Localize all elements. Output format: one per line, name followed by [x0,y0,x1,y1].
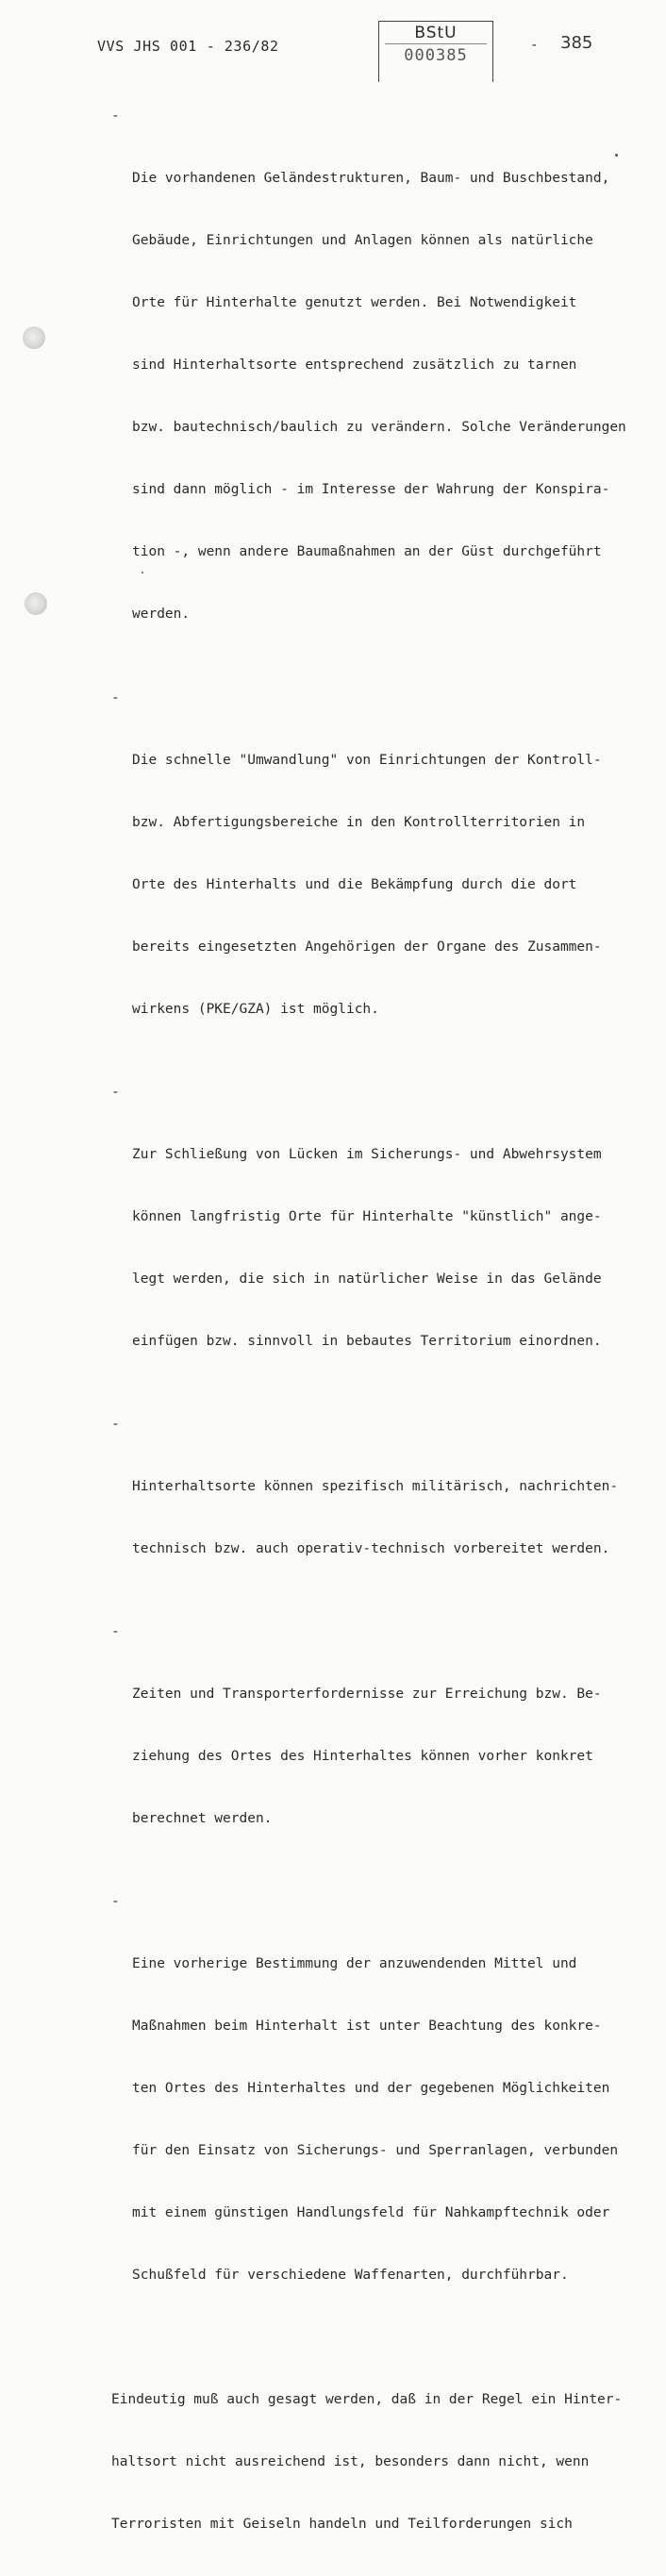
paragraph-line: Gebäude, Einrichtungen und Anlagen können als natürliche [132,233,593,248]
paragraph-line: legt werden, die sich in natürlicher Weise in das Gelände [132,1271,602,1287]
bullet-dash: - [111,1085,120,1100]
bullet-dash: - [111,1624,120,1639]
paragraph-line: wirkens (PKE/GZA) ist möglich. [132,1002,379,1017]
paragraph-line: bereits eingesetzten Angehörigen der Organe des Zusammen- [132,939,602,955]
paragraph-line: Eine vorherige Bestimmung der anzuwendenden Mittel und [132,1956,577,1971]
paragraph-line: Die schnelle "Umwandlung" von Einrichtungen der Kontroll- [132,753,602,768]
paragraph-line: tion -, wenn andere Baumaßnahmen an der Güst durchgeführt [132,544,602,559]
closing-paragraph [102,2348,649,2576]
paragraph-line: Die vorhandenen Geländestrukturen, Baum- und Buschbestand, [132,171,610,186]
paragraph-line: ten Ortes des Hinterhaltes und der gegebenen Möglichkeiten [132,2081,610,2096]
paragraph-line: sind dann möglich - im Interesse der Wahrung der Konspira- [132,482,610,497]
paragraph-line: technisch bzw. auch operativ-technisch vorbereitet werden. [132,1541,610,1556]
paragraph-line: berechnet werden. [132,1811,273,1826]
stamp-title: BStU [414,24,458,42]
paragraph-line: Orte für Hinterhalte genutzt werden. Bei Notwendigkeit [132,295,577,310]
paragraph-line: mit einem günstigen Handlungsfeld für Nahkampftechnik oder [132,2205,610,2220]
paragraph-line: einfügen bzw. sinnvoll in bebautes Territorium einordnen. [132,1334,602,1349]
bullet-paragraph [102,688,649,1061]
bullet-paragraph [102,1082,649,1393]
paragraph-line: ziehung des Ortes des Hinterhaltes können vorher konkret [132,1749,593,1764]
paragraph-line: bzw. Abfertigungsbereiche in den Kontrollterritorien in [132,815,586,830]
paragraph-line: Zur Schließung von Lücken im Sicherungs- und Abwehrsystem [132,1147,602,1162]
paragraph-line: werden. [132,607,191,622]
paragraph-line: haltsort nicht ausreichend ist, besonders dann nicht, wenn [111,2454,590,2469]
stamp-divider [385,43,487,44]
paragraph-line: sind Hinterhaltsorte entsprechend zusätzlich zu tarnen [132,357,577,373]
paragraph-line: Schußfeld für verschiedene Waffenarten, durchführbar. [132,2268,569,2283]
body-text [102,106,649,2576]
stamp-number: 000385 [404,46,468,65]
paragraph-line: Hinterhaltsorte können spezifisch militärisch, nachrichten- [132,1479,619,1494]
paragraph-line: Eindeutig muß auch gesagt werden, daß in der Regel ein Hinter- [111,2392,623,2407]
bullet-paragraph [102,1414,649,1601]
paragraph-line: Terroristen mit Geiseln handeln und Teilforderungen sich [111,2517,573,2532]
bullet-paragraph [102,106,649,666]
archive-stamp [378,21,493,82]
paragraph-line: Maßnahmen beim Hinterhalt ist unter Beachtung des konkre- [132,2019,602,2034]
bullet-dash: - [111,1894,120,1909]
page-dash: - [530,38,539,53]
paragraph-line: können langfristig Orte für Hinterhalte "künstlich" ange- [132,1209,602,1224]
punch-hole-icon [25,592,47,615]
bullet-paragraph [102,1621,649,1870]
paragraph-line: Zeiten und Transporterfordernisse zur Erreichung bzw. Be- [132,1687,602,1702]
paragraph-line: Orte des Hinterhalts und die Bekämpfung durch die dort [132,877,577,892]
bullet-dash: - [111,108,120,124]
bullet-paragraph [102,1891,649,2327]
document-reference: VVS JHS 001 - 236/82 [97,38,279,55]
paragraph-line: für den Einsatz von Sicherungs- und Sperranlagen, verbunden [132,2143,619,2158]
paragraph-line: bzw. bautechnisch/baulich zu verändern. Solche Veränderungen [132,420,626,435]
punch-hole-icon [23,326,45,349]
bullet-dash: - [111,690,120,706]
bullet-dash: - [111,1417,120,1432]
page-number: 385 [560,33,593,53]
